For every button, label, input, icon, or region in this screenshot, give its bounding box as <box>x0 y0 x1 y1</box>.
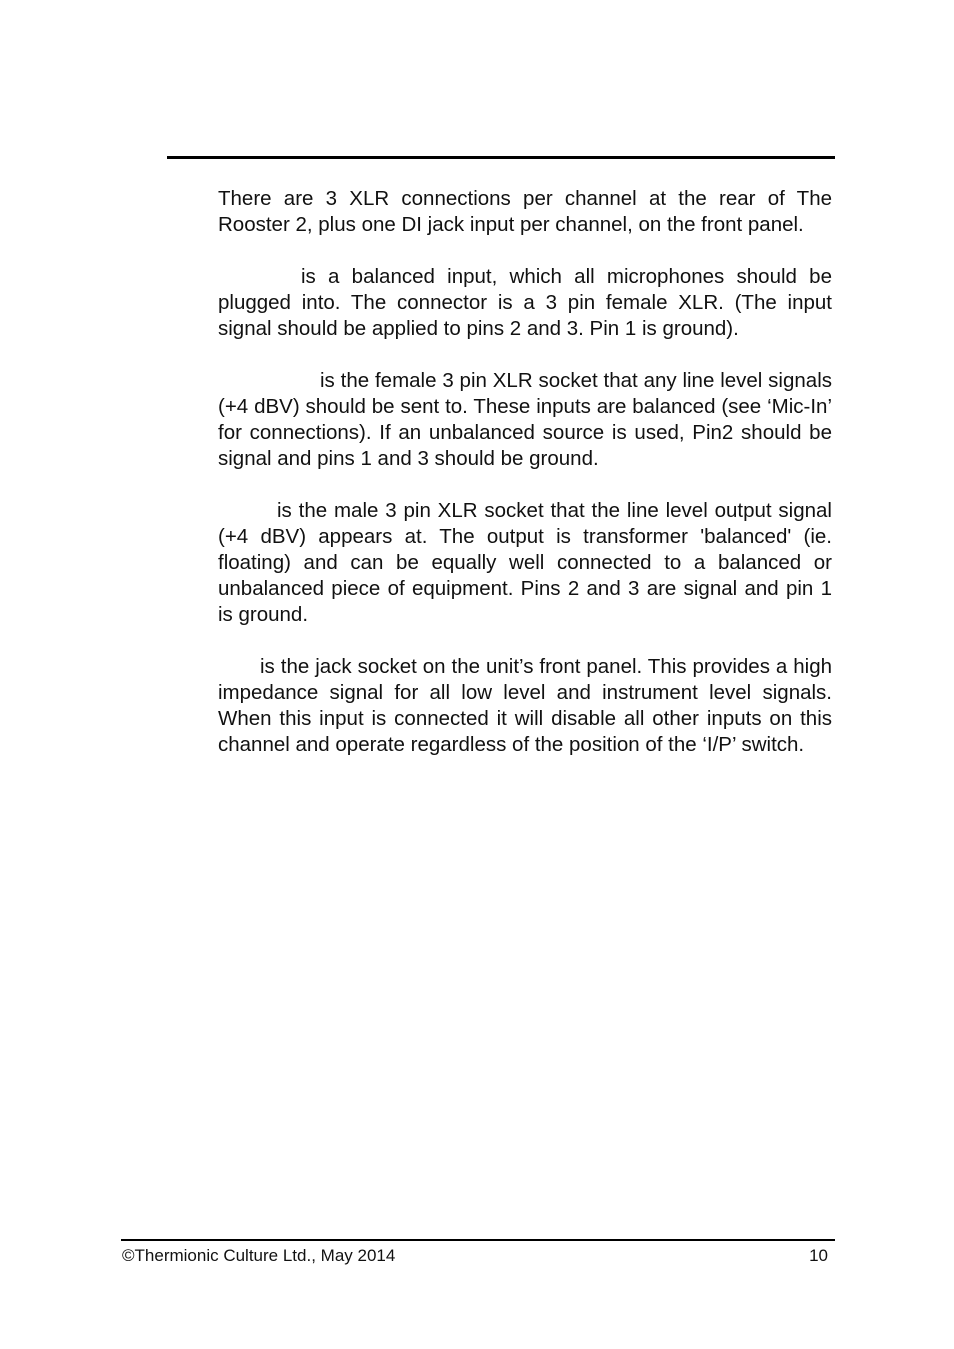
intro-paragraph: There are 3 XLR connections per channel at the rear of The Rooster 2, plus one DI jack input per channel, on the front panel. <box>218 187 832 236</box>
footer-divider <box>121 1239 835 1241</box>
footer-copyright: ©Thermionic Culture Ltd., May 2014 <box>122 1246 396 1265</box>
page-number: 10 <box>809 1246 828 1265</box>
di-input-paragraph: is the jack socket on the unit’s front panel. This provides a high impedance signal for all low level and instrument level signals. When this input is connected it will disable all other inputs on this channel and operate regardless of the position of the ‘I/P’ switch. <box>218 655 832 756</box>
page-body <box>218 186 832 784</box>
mic-in-paragraph: is a balanced input, which all microphones should be plugged into. The connector is a 3 pin female XLR. (The input signal should be applied to pins 2 and 3. Pin 1 is ground). <box>218 265 832 340</box>
header-divider <box>167 156 835 159</box>
output-paragraph: is the male 3 pin XLR socket that the line level output signal (+4 dBV) appears at. The output is transformer 'balanced' (ie. floating) and can be equally well connected to a balanced or unbalanced piece of equipment. Pins 2 and 3 are signal and pin 1 is ground. <box>218 499 832 626</box>
line-in-paragraph: is the female 3 pin XLR socket that any line level signals (+4 dBV) should be sent to. These inputs are balanced (see ‘Mic-In’ for connections). If an unbalanced source is used, Pin2 should be signal and pins 1 and 3 should be ground. <box>218 369 832 470</box>
